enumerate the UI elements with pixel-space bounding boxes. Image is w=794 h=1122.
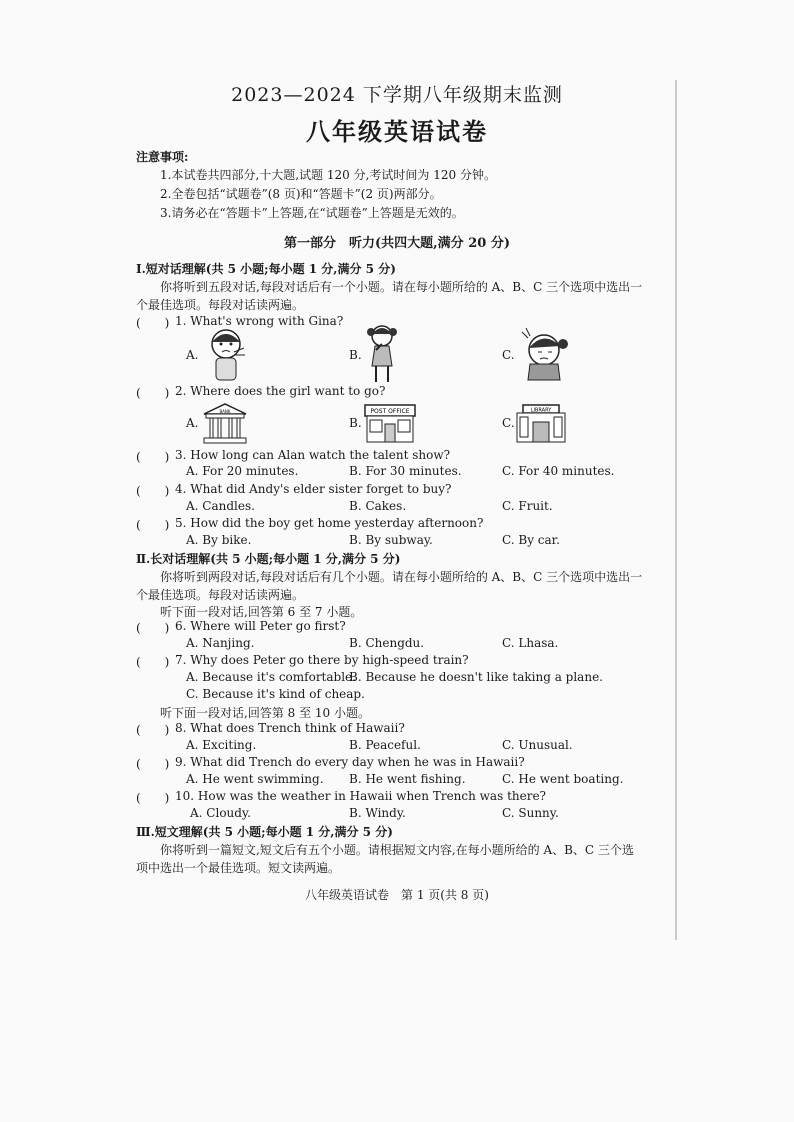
q3-stem: 3. How long can Alan watch the talent show? <box>175 448 451 462</box>
q8-option-b: B. Peaceful. <box>349 738 421 752</box>
q4-bracket[interactable]: ( ) <box>136 484 170 498</box>
q9-option-b: B. He went fishing. <box>349 772 466 786</box>
q3-option-c: C. For 40 minutes. <box>502 464 615 478</box>
q6-option-b: B. Chengdu. <box>349 636 425 650</box>
q6-stem: 6. Where will Peter go first? <box>175 619 346 633</box>
q7-option-b: B. Because he doesn't like taking a plane. <box>349 670 603 684</box>
girl-with-sore-throat-picture[interactable] <box>364 322 400 386</box>
section2-instr-1: 你将听到两段对话,每段对话后有几个小题。请在每小题所给的 A、B、C 三个选项中选出一 <box>160 570 643 584</box>
section2-title: Ⅱ.长对话理解(共 5 小题;每小题 1 分,满分 5 分) <box>136 552 401 566</box>
library-building-picture[interactable] <box>515 404 567 444</box>
paper-title: 八年级英语试卷 <box>306 117 488 146</box>
library-sign: LIBRARY <box>530 407 552 414</box>
q2-option-a-label: A. <box>186 416 199 430</box>
coughing-girl-picture[interactable] <box>204 324 250 386</box>
q1-option-b-label: B. <box>349 348 362 362</box>
section2-lead-2: 听下面一段对话,回答第 8 至 10 小题。 <box>160 706 370 720</box>
q5-option-b: B. By subway. <box>349 533 433 547</box>
q3-option-a: A. For 20 minutes. <box>186 464 299 478</box>
q10-bracket[interactable]: ( ) <box>136 791 170 805</box>
exam-title: 2023—2024 下学期八年级期末监测 <box>231 84 563 106</box>
part1-title: 第一部分 听力(共四大题,满分 20 分) <box>284 236 510 251</box>
notice-item-3: 3.请务必在“答题卡”上答题,在“试题卷”上答题是无效的。 <box>160 206 464 220</box>
q4-stem: 4. What did Andy's elder sister forget to buy? <box>175 482 452 496</box>
q3-option-b: B. For 30 minutes. <box>349 464 462 478</box>
q2-option-b-label: B. <box>349 416 362 430</box>
section1-instr-2: 个最佳选项。每段对话读两遍。 <box>136 298 305 312</box>
q8-stem: 8. What does Trench think of Hawaii? <box>175 721 405 735</box>
section1-title: Ⅰ.短对话理解(共 5 小题;每小题 1 分,满分 5 分) <box>136 262 396 276</box>
bank-sign: BANK <box>219 409 231 414</box>
q10-option-a: A. Cloudy. <box>190 806 251 820</box>
q10-option-c: C. Sunny. <box>502 806 559 820</box>
post-office-sign: POST OFFICE <box>370 408 410 415</box>
q6-bracket[interactable]: ( ) <box>136 621 170 635</box>
q7-bracket[interactable]: ( ) <box>136 655 170 669</box>
q8-option-c: C. Unusual. <box>502 738 573 752</box>
notice-item-1: 1.本试卷共四部分,十大题,试题 120 分,考试时间为 120 分钟。 <box>160 168 496 182</box>
q1-bracket[interactable]: ( ) <box>136 316 170 330</box>
section2-lead-1: 听下面一段对话,回答第 6 至 7 小题。 <box>160 605 363 619</box>
section1-instr-1: 你将听到五段对话,每段对话后有一个小题。请在每小题所给的 A、B、C 三个选项中选出一 <box>160 280 643 294</box>
q9-bracket[interactable]: ( ) <box>136 757 170 771</box>
q10-stem: 10. How was the weather in Hawaii when Trench was there? <box>175 789 546 803</box>
q6-option-c: C. Lhasa. <box>502 636 559 650</box>
q5-option-a: A. By bike. <box>186 533 252 547</box>
section3-instr-1: 你将听到一篇短文,短文后有五个小题。请根据短文内容,在每小题所给的 A、B、C 三个选 <box>160 843 634 857</box>
q5-bracket[interactable]: ( ) <box>136 518 170 532</box>
q2-stem: 2. Where does the girl want to go? <box>175 384 386 398</box>
margin-line <box>675 80 677 940</box>
q5-option-c: C. By car. <box>502 533 560 547</box>
q4-option-c: C. Fruit. <box>502 499 553 513</box>
q4-option-b: B. Cakes. <box>349 499 407 513</box>
q2-option-c-label: C. <box>502 416 515 430</box>
q1-stem: 1. What's wrong with Gina? <box>175 314 344 328</box>
q6-option-a: A. Nanjing. <box>186 636 255 650</box>
girl-with-headache-picture[interactable] <box>520 326 572 382</box>
q2-bracket[interactable]: ( ) <box>136 386 170 400</box>
notice-heading: 注意事项: <box>136 150 189 164</box>
q7-option-c: C. Because it's kind of cheap. <box>186 687 365 701</box>
page-footer: 八年级英语试卷 第 1 页(共 8 页) <box>305 888 489 902</box>
q9-option-a: A. He went swimming. <box>186 772 324 786</box>
q5-stem: 5. How did the boy get home yesterday afternoon? <box>175 516 484 530</box>
q8-bracket[interactable]: ( ) <box>136 723 170 737</box>
q10-option-b: B. Windy. <box>349 806 406 820</box>
q7-stem: 7. Why does Peter go there by high-speed train? <box>175 653 469 667</box>
q4-option-a: A. Candles. <box>186 499 255 513</box>
post-office-building-picture[interactable] <box>364 404 416 444</box>
q8-option-a: A. Exciting. <box>186 738 257 752</box>
q7-option-a: A. Because it's comfortable. <box>186 670 356 684</box>
q1-option-a-label: A. <box>186 348 199 362</box>
q9-stem: 9. What did Trench do every day when he was in Hawaii? <box>175 755 525 769</box>
q1-option-c-label: C. <box>502 348 515 362</box>
section3-instr-2: 项中选出一个最佳选项。短文读两遍。 <box>136 861 341 875</box>
section3-title: Ⅲ.短文理解(共 5 小题;每小题 1 分,满分 5 分) <box>136 825 393 839</box>
notice-item-2: 2.全卷包括“试题卷”(8 页)和“答题卡”(2 页)两部分。 <box>160 187 442 201</box>
q9-option-c: C. He went boating. <box>502 772 624 786</box>
q3-bracket[interactable]: ( ) <box>136 450 170 464</box>
bank-building-picture[interactable] <box>202 402 248 444</box>
section2-instr-2: 个最佳选项。每段对话读两遍。 <box>136 588 305 602</box>
